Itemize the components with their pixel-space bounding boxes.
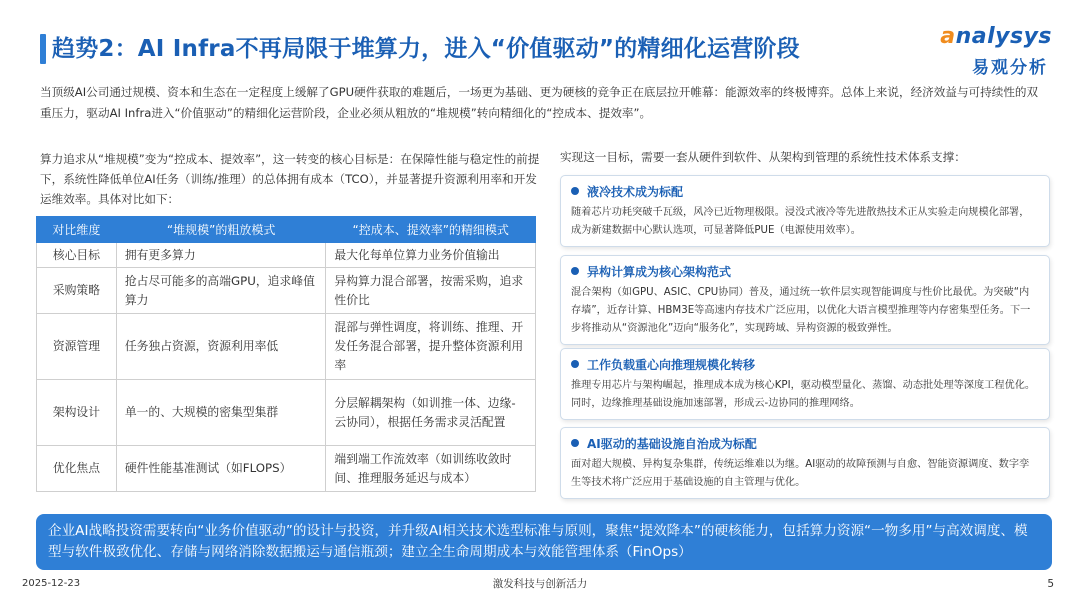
card-ai-autonomy xyxy=(560,427,1050,499)
summary-box: 企业AI战略投资需要转向“业务价值驱动”的设计与投资，并升级AI相关技术选型标准与原则，聚焦“提效降本”的硬核能力，包括算力资源“一物多用”与高效调度、模型与软件极致优化、存储与网络消除数据搬运与通信瓶颈；建立全生命周期成本与效能管理体系（FinOps） xyxy=(36,514,1052,570)
comparison-table xyxy=(36,216,536,492)
card-body: 随着芯片功耗突破千瓦级，风冷已近物理极限。浸没式液冷等先进散热技术正从实验走向规模化部署，成为新建数据中心默认选项，可显著降低PUE（电源使用效率）。 xyxy=(571,207,1030,236)
left-description: 算力追求从“堆规模”变为“控成本、提效率”，这一转变的核心目标是：在保障性能与稳定性的前提下，系统性降低单位AI任务（训练/推理）的总体拥有成本（TCO），并显著提升资源利用率和开发运维效率。具体对比如下： xyxy=(40,152,540,206)
old-mode-cell: 硬件性能基准测试（如FLOPS） xyxy=(116,446,326,492)
card-heterogeneous-computing xyxy=(560,255,1050,345)
header-old-mode: “堆规模”的粗放模式 xyxy=(116,217,326,243)
footer-date: 2025-12-23 xyxy=(22,578,81,589)
card-title: 液冷技术成为标配 xyxy=(587,184,684,199)
table-row xyxy=(37,268,536,314)
page-title: 趋势2：AI Infra不再局限于堆算力，进入“价值驱动”的精细化运营阶段 xyxy=(52,36,800,62)
card-body: 推理专用芯片与架构崛起，推理成本成为核心KPI，驱动模型量化、蒸馏、动态批处理等深度工程优化。同时，边缘推理基础设施加速部署，形成云-边协同的推理网络。 xyxy=(571,380,1036,409)
analysys-logo xyxy=(922,24,1052,80)
header-new-mode: “控成本、提效率”的精细模式 xyxy=(326,217,536,243)
table-header-row xyxy=(37,217,536,243)
card-liquid-cooling xyxy=(560,175,1050,247)
table-row xyxy=(37,446,536,492)
old-mode-cell: 拥有更多算力 xyxy=(116,243,326,268)
logo-wordmark: analysys xyxy=(940,24,1052,49)
dimension-cell: 资源管理 xyxy=(37,314,117,380)
card-title: AI驱动的基础设施自治成为标配 xyxy=(587,436,757,451)
card-title: 工作负载重心向推理规模化转移 xyxy=(587,357,756,372)
new-mode-cell: 分层解耦架构（如训推一体、边缘-云协同），根据任务需求灵活配置 xyxy=(326,380,536,446)
bullet-dot-icon xyxy=(571,187,579,195)
card-body: 面对超大规模、异构复杂集群，传统运维难以为继。AI驱动的故障预测与自愈、智能资源调度、数字孪生等技术将广泛应用于基础设施的自主管理与优化。 xyxy=(571,459,1030,488)
card-body: 混合架构（如GPU、ASIC、CPU协同）普及，通过统一软件层实现智能调度与性价比最优。为突破“内存墙”，近存计算、HBM3E等高速内存技术广泛应用，以优化大语言模型推理等内存密集型任务。下一步将推动从“资源池化”迈向“服务化”，实现跨域、异构资源的极致弹性。 xyxy=(571,287,1031,334)
new-mode-cell: 最大化每单位算力业务价值输出 xyxy=(326,243,536,268)
right-description: 实现这一目标，需要一套从硬件到软件、从架构到管理的系统性技术体系支撑： xyxy=(560,150,966,164)
old-mode-cell: 任务独占资源，资源利用率低 xyxy=(116,314,326,380)
dimension-cell: 优化焦点 xyxy=(37,446,117,492)
header-dimension: 对比维度 xyxy=(37,217,117,243)
dimension-cell: 架构设计 xyxy=(37,380,117,446)
new-mode-cell: 端到端工作流效率（如训练收敛时间、推理服务延迟与成本） xyxy=(326,446,536,492)
table-row xyxy=(37,380,536,446)
card-inference-scaling xyxy=(560,348,1050,420)
logo-chinese-name: 易观分析 xyxy=(972,58,1048,78)
old-mode-cell: 单一的、大规模的密集型集群 xyxy=(116,380,326,446)
card-title: 异构计算成为核心架构范式 xyxy=(587,264,732,279)
bullet-dot-icon xyxy=(571,267,579,275)
old-mode-cell: 抢占尽可能多的高端GPU，追求峰值算力 xyxy=(116,268,326,314)
footer-slogan: 激发科技与创新活力 xyxy=(492,578,588,590)
bullet-dot-icon xyxy=(571,439,579,447)
new-mode-cell: 异构算力混合部署，按需采购，追求性价比 xyxy=(326,268,536,314)
title-accent-bar xyxy=(40,34,46,64)
dimension-cell: 核心目标 xyxy=(37,243,117,268)
page-number: 5 xyxy=(1047,578,1054,590)
table-row xyxy=(37,243,536,268)
new-mode-cell: 混部与弹性调度，将训练、推理、开发任务混合部署，提升整体资源利用率 xyxy=(326,314,536,380)
table-row xyxy=(37,314,536,380)
bullet-dot-icon xyxy=(571,360,579,368)
intro-paragraph: 当顶级AI公司通过规模、资本和生态在一定程度上缓解了GPU硬件获取的难题后，一场更为基础、更为硬核的竞争正在底层拉开帷幕：能源效率的终极博弈。总体上来说，经济效益与可持续性的双重压力，驱动AI Infra进入“价值驱动”的精细化运营阶段，企业必须从粗放的“堆规模”转向精细化的“控成本、提效率”。 xyxy=(40,85,1039,120)
dimension-cell: 采购策略 xyxy=(37,268,117,314)
